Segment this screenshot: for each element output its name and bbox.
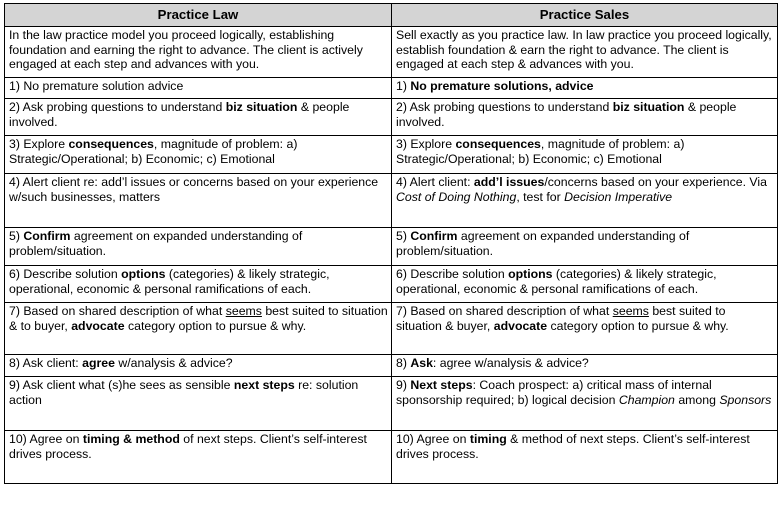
practice-comparison-table [4, 3, 778, 484]
cell-bold-text: consequences [455, 137, 541, 151]
cell-text: /concerns based on your experience. Via [544, 175, 767, 189]
law-step-6 [5, 266, 392, 303]
intro-law-cell: In the law practice model you proceed logically, establishing foundation and earning the right to advance. The client is actively engaged at each step and advances with you. [5, 27, 392, 78]
cell-text: , magnitude of problem: a) Strategic/Operational; b) Economic; c) Emotional [9, 137, 298, 166]
cell-bold-text: No premature solutions, advice [410, 79, 594, 93]
cell-text: & method of next steps. Client’s self-interest drives process. [396, 432, 750, 461]
cell-text: 2) Ask probing questions to understand [396, 100, 613, 114]
sales-step-10 [392, 431, 778, 484]
intro-sales-cell: Sell exactly as you practice law. In law practice you proceed logically, establish foundation & earn the right to advance. The client is engaged at each step & advances with you. [392, 27, 778, 78]
cell-text: 9) [396, 378, 411, 392]
cell-bold-text: Ask [410, 356, 433, 370]
cell-text: 5) [9, 229, 24, 243]
cell-bold-text: options [508, 267, 553, 281]
table-row [5, 99, 778, 136]
cell-text: 4) Alert client re: add’l issues or concerns based on your experience w/such businesses, matters [9, 175, 379, 204]
cell-bold-text: Confirm [23, 229, 71, 243]
law-step-2 [5, 99, 392, 136]
table-row [5, 228, 778, 266]
cell-text: among [674, 392, 720, 407]
cell-text: & people involved. [9, 100, 350, 129]
comparison-table-container [4, 3, 777, 484]
cell-bold-text: Next steps [410, 378, 473, 392]
cell-text: (categories) & likely strategic, operational, economic & personal ramifications of each. [9, 267, 330, 296]
sales-step-8 [392, 355, 778, 377]
sales-step-1 [392, 78, 778, 99]
law-step-4 [5, 174, 392, 228]
cell-text: 2) Ask probing questions to understand [9, 100, 226, 114]
table-row [5, 174, 778, 228]
table-row [5, 136, 778, 174]
cell-text: 8) [396, 356, 411, 370]
cell-text: 7) Based on shared description of what [9, 304, 226, 318]
cell-bold-text: timing & method [82, 432, 180, 446]
cell-text: 10) Agree on [9, 432, 83, 446]
cell-text: best suited to situation & buyer, [396, 304, 726, 333]
cell-bold-text: consequences [68, 137, 154, 151]
cell-bold-text: timing [469, 432, 507, 446]
cell-text: & people involved. [396, 100, 737, 129]
header-practice-law: Practice Law [5, 4, 392, 27]
cell-text: , test for [516, 189, 565, 204]
cell-text: 10) Agree on [396, 432, 470, 446]
cell-text: 1) [396, 79, 411, 93]
cell-bold-text: biz situation [612, 100, 685, 114]
cell-bold-text: agree [82, 356, 115, 370]
cell-text: 5) [396, 229, 411, 243]
cell-text: of next steps. Client’s self-interest drives process. [9, 432, 367, 461]
cell-bold-text: biz situation [225, 100, 298, 114]
cell-text: w/analysis & advice? [114, 356, 233, 370]
cell-text: , magnitude of problem: a) Strategic/Operational; b) Economic; c) Emotional [396, 137, 685, 166]
law-step-10 [5, 431, 392, 484]
sales-step-6 [392, 266, 778, 303]
cell-underlined-text: seems [612, 304, 649, 318]
cell-text: re: solution action [9, 378, 359, 407]
law-step-3 [5, 136, 392, 174]
cell-italic-text: Sponsors [719, 392, 772, 407]
cell-bold-text: options [121, 267, 166, 281]
cell-underlined-text: seems [225, 304, 262, 318]
cell-text: 4) Alert client: [396, 175, 474, 189]
cell-text: category option to pursue & why. [124, 318, 307, 333]
table-row [5, 355, 778, 377]
cell-italic-text: Champion [618, 392, 675, 407]
table-row [5, 78, 778, 99]
cell-text: agreement on expanded understanding of problem/situation. [396, 229, 690, 258]
cell-bold-text: add’l issues [473, 175, 545, 189]
cell-text: 3) Explore [396, 137, 456, 151]
cell-bold-text: advocate [493, 318, 548, 333]
cell-text: 6) Describe solution [9, 267, 122, 281]
cell-text: category option to pursue & why. [547, 318, 729, 333]
cell-text: (categories) & likely strategic, operational, economic & personal ramifications of each. [396, 267, 717, 296]
sales-step-4 [392, 174, 778, 228]
intro-row [5, 27, 778, 78]
cell-italic-text: Decision Imperative [564, 189, 673, 204]
header-row [5, 4, 778, 27]
cell-text: 6) Describe solution [396, 267, 509, 281]
law-step-1 [5, 78, 392, 99]
law-step-9 [5, 377, 392, 431]
cell-text: agreement on expanded understanding of problem/situation. [9, 229, 303, 258]
header-practice-sales: Practice Sales [392, 4, 778, 27]
cell-bold-text: advocate [71, 318, 125, 333]
cell-text: 3) Explore [9, 137, 69, 151]
table-row [5, 431, 778, 484]
sales-step-9 [392, 377, 778, 431]
law-step-8 [5, 355, 392, 377]
sales-step-3 [392, 136, 778, 174]
cell-text: best suited to situation & to buyer, [9, 304, 388, 333]
cell-italic-text: Cost of Doing Nothing [396, 189, 517, 204]
sales-step-7 [392, 303, 778, 355]
cell-text: 1) No premature solution advice [9, 79, 184, 93]
cell-text: : Coach prospect: a) critical mass of internal sponsorship required; b) logical decision [396, 378, 712, 407]
cell-text: 8) Ask client: [9, 356, 83, 370]
cell-text: : agree w/analysis & advice? [432, 356, 589, 370]
cell-bold-text: Confirm [410, 229, 458, 243]
law-step-7 [5, 303, 392, 355]
cell-text: 9) Ask client what (s)he sees as sensible [9, 378, 234, 392]
sales-step-2 [392, 99, 778, 136]
sales-step-5 [392, 228, 778, 266]
law-step-5 [5, 228, 392, 266]
table-row [5, 303, 778, 355]
table-row [5, 266, 778, 303]
table-row [5, 377, 778, 431]
cell-bold-text: next steps [233, 378, 295, 392]
cell-text: 7) Based on shared description of what [396, 304, 613, 318]
